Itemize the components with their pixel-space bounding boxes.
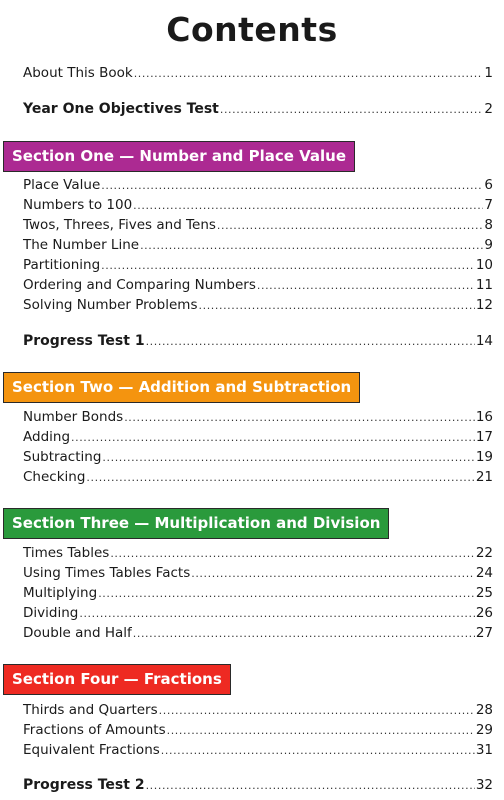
- section-one-heading[interactable]: Section One — Number and Place Value: [3, 141, 355, 172]
- dot-leader: [161, 744, 475, 757]
- dot-leader: [79, 607, 474, 620]
- toc-entry-page: 19: [475, 449, 493, 465]
- toc-entry-label: Numbers to 100: [23, 197, 133, 213]
- dot-leader: [257, 279, 475, 292]
- toc-entry-label: Progress Test 2: [23, 777, 145, 793]
- toc-entry-page: 17: [475, 429, 493, 445]
- toc-entry-label: Using Times Tables Facts: [23, 565, 191, 581]
- dot-leader: [191, 567, 475, 580]
- toc-entry[interactable]: [23, 625, 493, 643]
- toc-entry-page: 7: [484, 197, 493, 213]
- toc-entry-label: Multiplying: [23, 585, 98, 601]
- toc-entry[interactable]: [23, 257, 493, 275]
- toc-entry-page: 31: [475, 742, 493, 758]
- toc-entry-label: Progress Test 1: [23, 333, 145, 349]
- dot-leader: [102, 451, 474, 464]
- toc-entry-label: Twos, Threes, Fives and Tens: [23, 217, 216, 233]
- toc-entry-page: 9: [484, 237, 493, 253]
- dot-leader: [98, 587, 475, 600]
- toc-entry-label: Equivalent Fractions: [23, 742, 160, 758]
- dot-leader: [220, 103, 484, 116]
- toc-entry-page: 21: [475, 469, 493, 485]
- toc-entry[interactable]: [23, 297, 493, 315]
- toc-entry-label: Dividing: [23, 605, 79, 621]
- toc-entry-label: Thirds and Quarters: [23, 702, 158, 718]
- toc-entry-progress-test-1[interactable]: [23, 333, 493, 351]
- toc-entry[interactable]: [23, 585, 493, 603]
- toc-entry[interactable]: [23, 702, 493, 720]
- toc-entry-objectives-test[interactable]: [23, 101, 493, 119]
- toc-entry-page: 32: [475, 777, 493, 793]
- toc-entry-page: 8: [484, 217, 493, 233]
- toc-entry-page: 2: [484, 101, 493, 117]
- dot-leader: [140, 239, 483, 252]
- toc-entry-label: Adding: [23, 429, 71, 445]
- dot-leader: [134, 67, 484, 80]
- toc-entry[interactable]: [23, 237, 493, 255]
- toc-entry[interactable]: [23, 277, 493, 295]
- toc-entry[interactable]: [23, 469, 493, 487]
- toc-entry-page: 14: [475, 333, 493, 349]
- dot-leader: [167, 724, 475, 737]
- toc-entry-label: Place Value: [23, 177, 101, 193]
- toc-entry[interactable]: [23, 217, 493, 235]
- toc-entry-label: Subtracting: [23, 449, 102, 465]
- dot-leader: [110, 547, 475, 560]
- toc-entry-progress-test-2[interactable]: [23, 777, 493, 795]
- toc-entry-page: 10: [475, 257, 493, 273]
- section-three-heading[interactable]: Section Three — Multiplication and Division: [3, 508, 389, 539]
- toc-entry[interactable]: [23, 605, 493, 623]
- toc-entry-label: About This Book: [23, 65, 133, 81]
- toc-entry-page: 12: [475, 297, 493, 313]
- toc-entry-page: 1: [484, 65, 493, 81]
- dot-leader: [124, 411, 475, 424]
- dot-leader: [146, 779, 475, 792]
- dot-leader: [133, 627, 475, 640]
- toc-entry-label: Ordering and Comparing Numbers: [23, 277, 256, 293]
- toc-entry[interactable]: [23, 565, 493, 583]
- section-two-heading[interactable]: Section Two — Addition and Subtraction: [3, 372, 360, 403]
- toc-entry-label: Times Tables: [23, 545, 110, 561]
- toc-entry-page: 29: [475, 722, 493, 738]
- toc-entry-page: 16: [475, 409, 493, 425]
- toc-entry-label: Solving Number Problems: [23, 297, 198, 313]
- toc-entry[interactable]: [23, 449, 493, 467]
- toc-entry-page: 6: [484, 177, 493, 193]
- toc-entry[interactable]: [23, 545, 493, 563]
- toc-entry-label: The Number Line: [23, 237, 140, 253]
- dot-leader: [199, 299, 475, 312]
- toc-entry-page: 24: [475, 565, 493, 581]
- toc-entry-page: 27: [475, 625, 493, 641]
- dot-leader: [146, 335, 475, 348]
- dot-leader: [101, 259, 475, 272]
- toc-entry-page: 25: [475, 585, 493, 601]
- toc-entry-about[interactable]: [23, 65, 493, 83]
- dot-leader: [101, 179, 483, 192]
- toc-entry[interactable]: [23, 197, 493, 215]
- toc-entry[interactable]: [23, 429, 493, 447]
- dot-leader: [159, 704, 475, 717]
- dot-leader: [217, 219, 484, 232]
- page-title: Contents: [166, 10, 338, 49]
- dot-leader: [86, 471, 474, 484]
- toc-entry-page: 26: [475, 605, 493, 621]
- toc-entry-page: 11: [475, 277, 493, 293]
- dot-leader: [133, 199, 483, 212]
- toc-entry[interactable]: [23, 722, 493, 740]
- toc-entry-page: 22: [475, 545, 493, 561]
- toc-entry-label: Year One Objectives Test: [23, 101, 219, 117]
- toc-entry-label: Checking: [23, 469, 86, 485]
- toc-entry-label: Number Bonds: [23, 409, 124, 425]
- toc-entry[interactable]: [23, 409, 493, 427]
- dot-leader: [71, 431, 475, 444]
- toc-entry-label: Double and Half: [23, 625, 132, 641]
- toc-entry-label: Partitioning: [23, 257, 101, 273]
- toc-entry-page: 28: [475, 702, 493, 718]
- toc-entry[interactable]: [23, 742, 493, 760]
- section-four-heading[interactable]: Section Four — Fractions: [3, 664, 231, 695]
- toc-entry[interactable]: [23, 177, 493, 195]
- toc-entry-label: Fractions of Amounts: [23, 722, 166, 738]
